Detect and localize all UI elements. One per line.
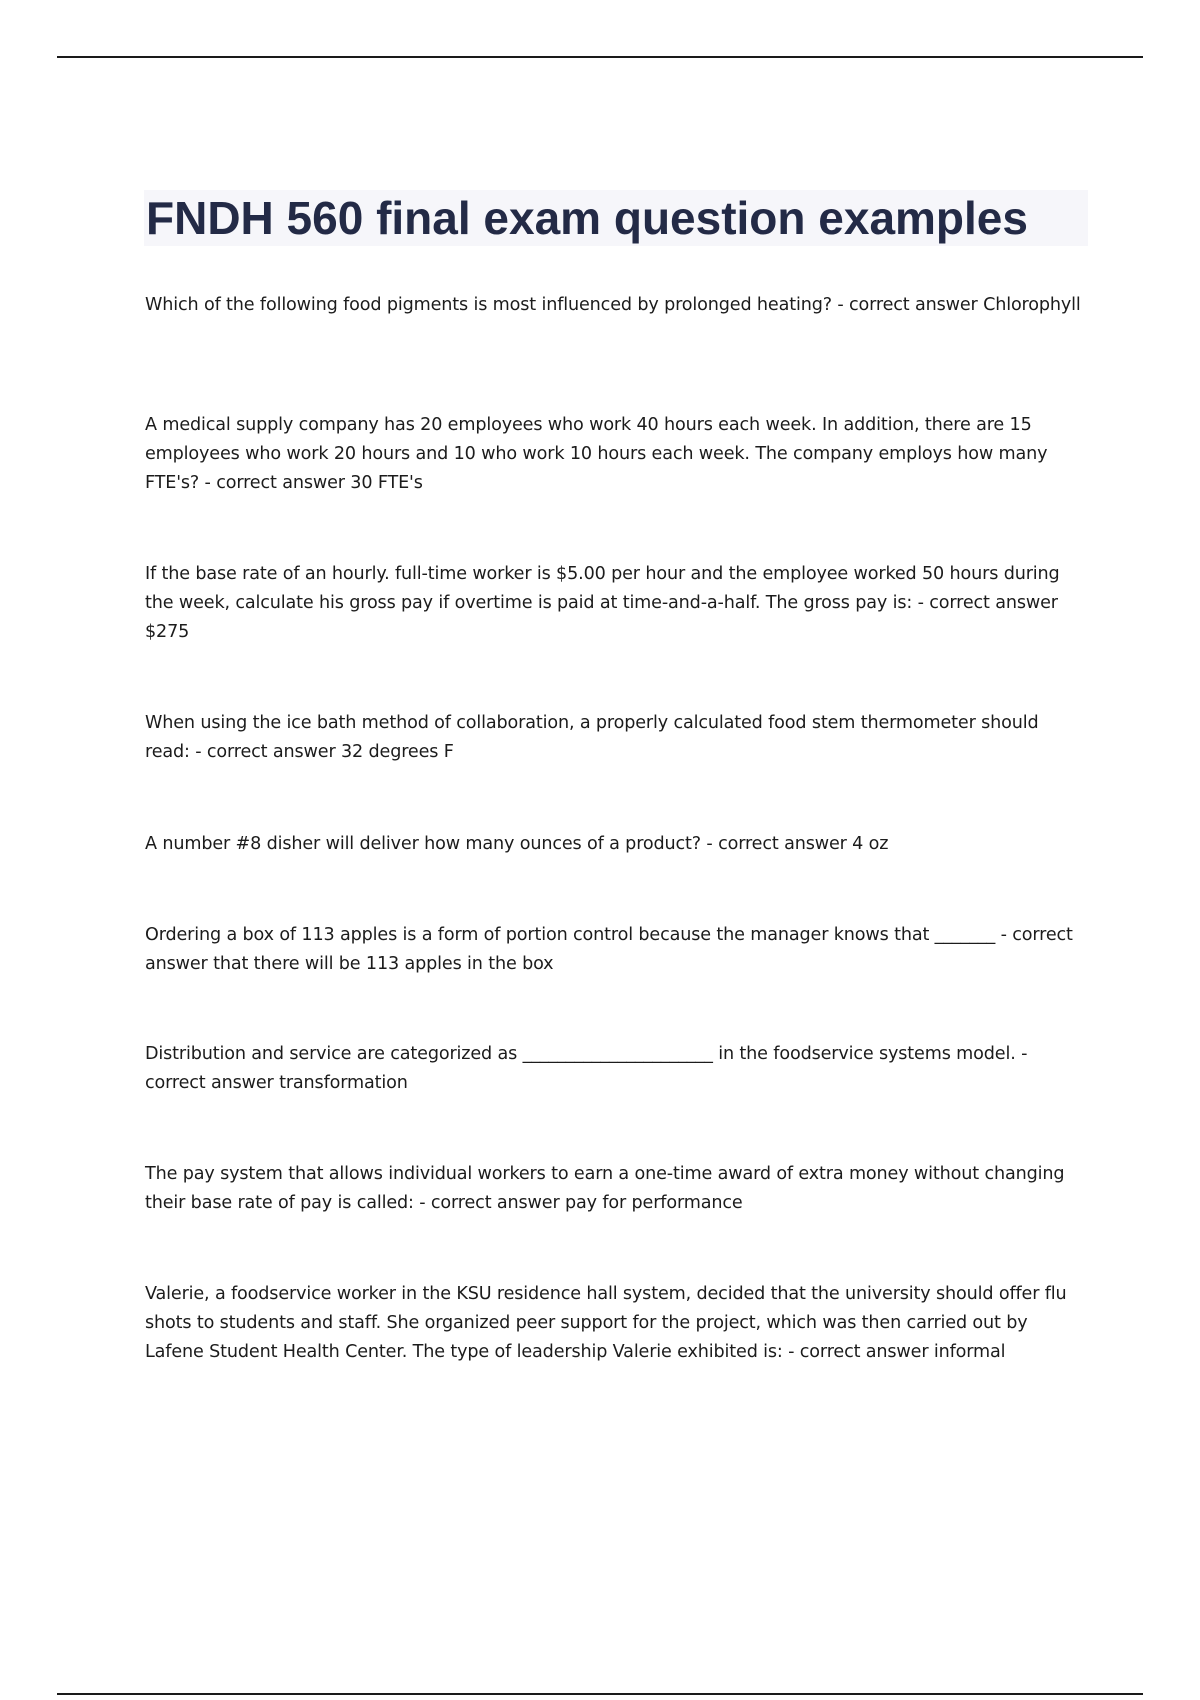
qa-item-6: Ordering a box of 113 apples is a form of portion control because the manager knows that _______ - correct answer that there will be 113 apples in the box	[145, 925, 1073, 974]
bottom-rule	[57, 1693, 1143, 1695]
qa-item-7: Distribution and service are categorized as ______________________ in the foodservice systems model. - correct answer transformation	[145, 1044, 1028, 1093]
qa-item-2: A medical supply company has 20 employees who work 40 hours each week. In addition, there are 15 employees who work 20 hours and 10 who work 10 hours each week. The company employs how many FTE's? - correct answer 30 FTE's	[145, 415, 1048, 493]
qa-item-9: Valerie, a foodservice worker in the KSU residence hall system, decided that the university should offer flu shots to students and staff. She organized peer support for the project, which was then carried out by Lafene Student Health Center. The type of leadership Valerie exhibited is: - correct answer informal	[145, 1284, 1067, 1362]
title-banner	[144, 190, 1088, 246]
qa-item-3: If the base rate of an hourly. full-time worker is $5.00 per hour and the employee worked 50 hours during the week, calculate his gross pay if overtime is paid at time-and-a-half. The gross pay is: - correct answer $275	[145, 564, 1060, 642]
qa-item-4: When using the ice bath method of collaboration, a properly calculated food stem thermometer should read: - correct answer 32 degrees F	[145, 713, 1039, 762]
document-title: FNDH 560 final exam question examples	[146, 192, 1028, 244]
top-rule	[57, 56, 1143, 58]
qa-item-8: The pay system that allows individual workers to earn a one-time award of extra money without changing their base rate of pay is called: - correct answer pay for performance	[145, 1164, 1065, 1213]
qa-item-1: Which of the following food pigments is most influenced by prolonged heating? - correct answer Chlorophyll	[145, 295, 1081, 315]
qa-item-5: A number #8 disher will deliver how many ounces of a product? - correct answer 4 oz	[145, 834, 889, 854]
